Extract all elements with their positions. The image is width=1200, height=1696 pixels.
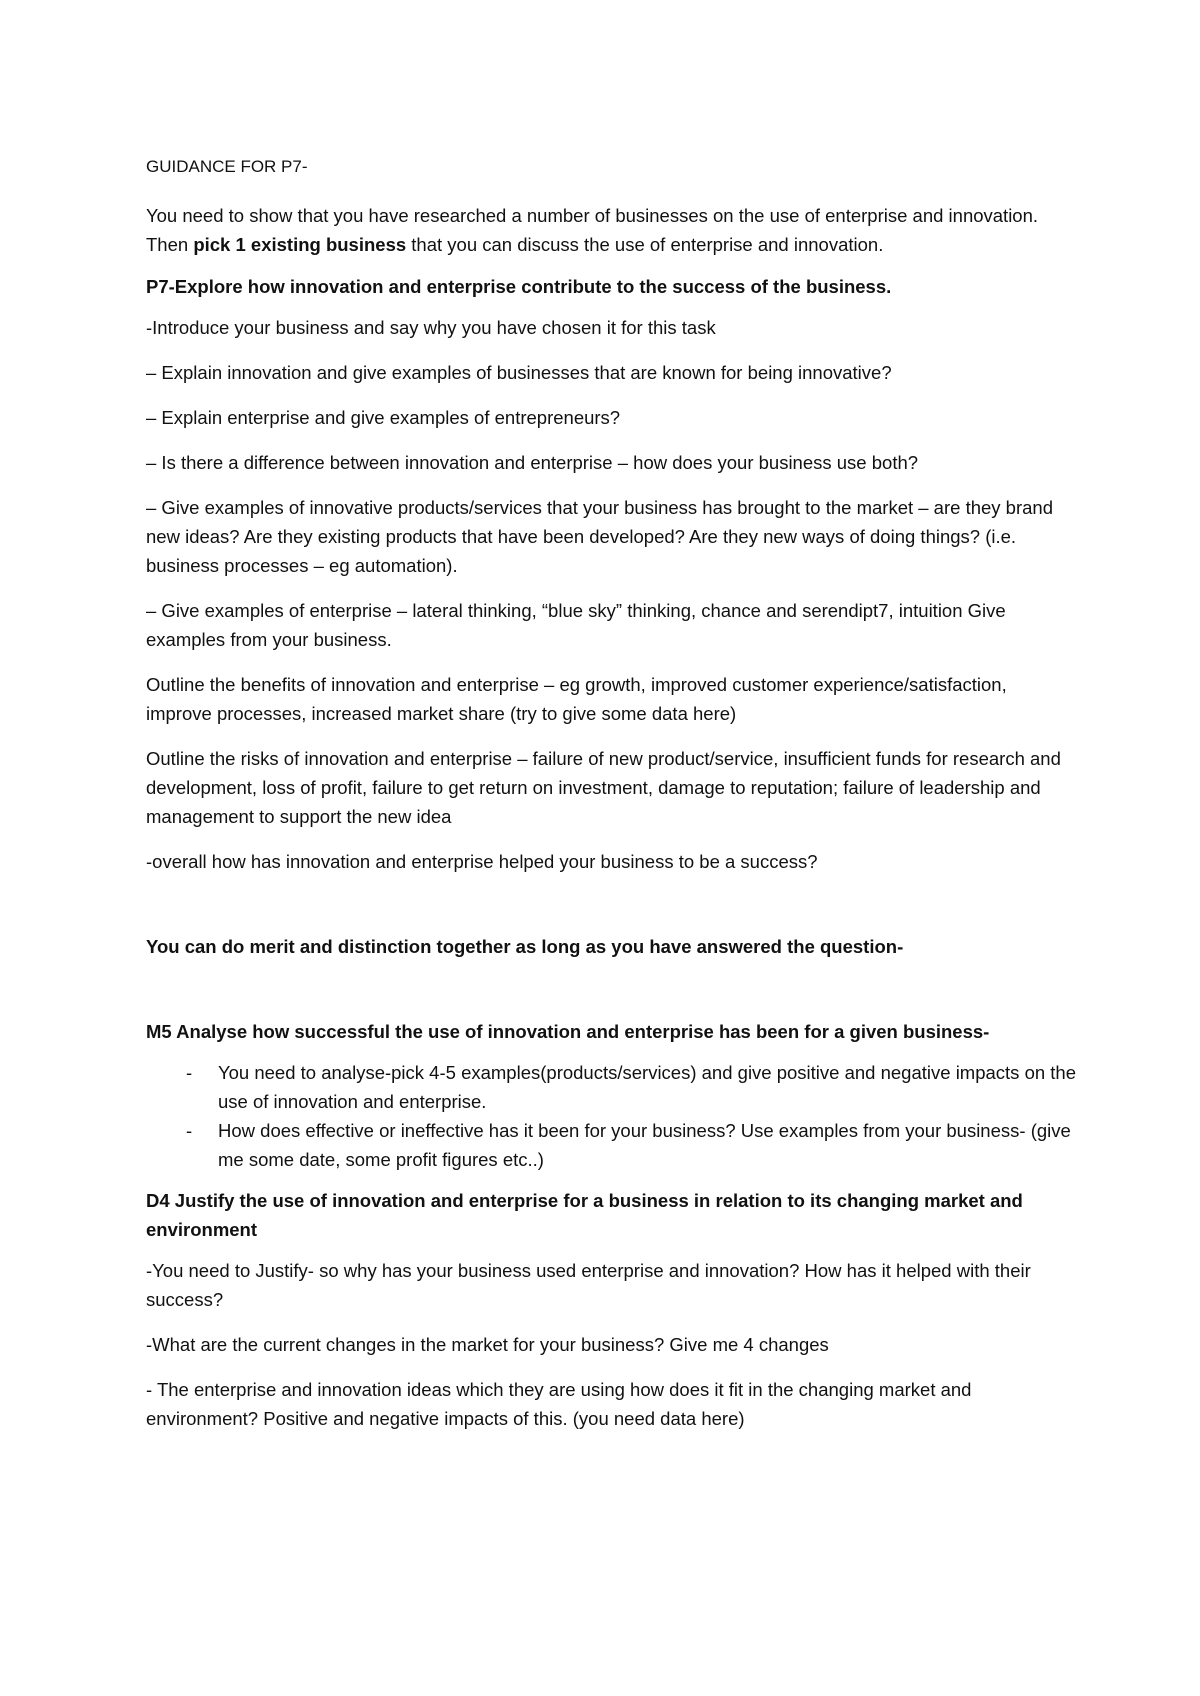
- p7-item-products: – Give examples of innovative products/services that your business has brought to the market – are they brand new ideas? Are they existing products that have been developed? Are they new ways of doing things? (i.e. business processes – eg automation).: [146, 497, 1053, 576]
- p7-item-enterprise: – Explain enterprise and give examples of entrepreneurs?: [146, 407, 621, 428]
- intro-text-start: You need to show that you have researched a number of businesses on the use of enterprise and innovation. Then: [146, 205, 1039, 255]
- p7-item-enterprise-examples: – Give examples of enterprise – lateral thinking, “blue sky” thinking, chance and serendipt7, intuition Give examples from your business.: [146, 600, 1006, 650]
- p7-item-introduce: -Introduce your business and say why you have chosen it for this task: [146, 317, 716, 338]
- p7-item-overall: -overall how has innovation and enterprise helped your business to be a success?: [146, 851, 818, 872]
- p7-item-benefits: Outline the benefits of innovation and enterprise – eg growth, improved customer experience/satisfaction, improve processes, increased market share (try to give some data here): [146, 674, 1007, 724]
- bullet-marker: -: [186, 1062, 193, 1083]
- d4-item-market-changes: -What are the current changes in the market for your business? Give me 4 changes: [146, 1334, 829, 1355]
- intro-text-end: that you can discuss the use of enterprise and innovation.: [406, 234, 884, 255]
- d4-heading: D4 Justify the use of innovation and enterprise for a business in relation to its changing market and environment: [146, 1190, 1023, 1240]
- m5-heading: M5 Analyse how successful the use of innovation and enterprise has been for a given business-: [146, 1021, 990, 1042]
- list-item: - How does effective or ineffective has it been for your business? Use examples from your business- (give me some date, some profit figures etc..): [146, 1116, 1076, 1174]
- p7-heading: P7-Explore how innovation and enterprise contribute to the success of the business.: [146, 276, 892, 297]
- d4-item-fit: - The enterprise and innovation ideas which they are using how does it fit in the changing market and environment? Positive and negative impacts of this. (you need data here): [146, 1379, 972, 1429]
- document-body: [146, 152, 1076, 1433]
- m5-bullet-list: [146, 1058, 1076, 1174]
- p7-item-risks: Outline the risks of innovation and enterprise – failure of new product/service, insufficient funds for research and development, loss of profit, failure to get return on investment, damage to reputation; failure of leadership and management to support the new idea: [146, 748, 1061, 827]
- intro-emphasis: pick 1 existing business: [193, 234, 407, 255]
- d4-item-justify: -You need to Justify- so why has your business used enterprise and innovation? How has it helped with their success?: [146, 1260, 1031, 1310]
- p7-item-difference: – Is there a difference between innovation and enterprise – how does your business use both?: [146, 452, 919, 473]
- merit-distinction-note: You can do merit and distinction together as long as you have answered the question-: [146, 936, 904, 957]
- intro-paragraph: [146, 201, 1076, 259]
- bullet-marker: -: [186, 1120, 193, 1141]
- list-item: - You need to analyse-pick 4-5 examples(products/services) and give positive and negative impacts on the use of innovation and enterprise.: [146, 1058, 1076, 1116]
- document-title: GUIDANCE FOR P7-: [146, 157, 308, 176]
- p7-item-innovation: – Explain innovation and give examples of businesses that are known for being innovative?: [146, 362, 892, 383]
